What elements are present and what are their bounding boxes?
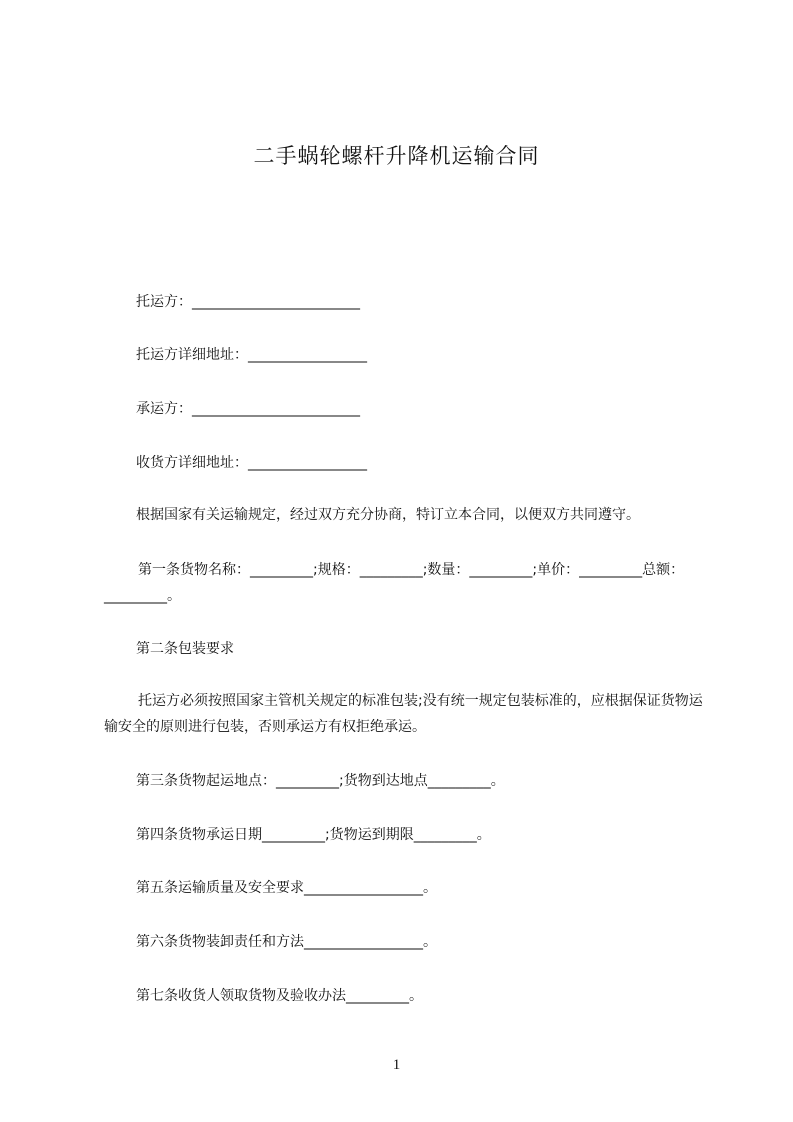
document-title: 二手蜗轮螺杆升降机运输合同: [253, 144, 540, 168]
consignee-address-line: 收货方详细地址：_________________: [136, 455, 367, 471]
article-6-loading: 第六条货物装卸责任和方法_________________。: [136, 934, 437, 950]
intro-paragraph: 根据国家有关运输规定，经过双方充分协商，特订立本合同，以便双方共同遵守。: [136, 507, 640, 523]
shipper-line: 托运方：________________________: [136, 294, 360, 310]
article-4-dates: 第四条货物承运日期_________;货物运到期限_________。: [136, 827, 491, 843]
article-1-goods: 第一条货物名称：_________;规格：_________;数量：_________;单价：_________总额：_________。: [104, 562, 685, 604]
article-2-body: 托运方必须按照国家主管机关规定的标准包装;没有统一规定包装标准的，应根据保证货物运输安全的原则进行包装，否则承运方有权拒绝承运。: [104, 693, 703, 735]
article-2-title: 第二条包装要求: [136, 641, 234, 657]
page-number: 1: [392, 1057, 401, 1073]
shipper-address-line: 托运方详细地址：_________________: [136, 347, 367, 363]
article-5-quality: 第五条运输质量及安全要求_________________。: [136, 880, 437, 896]
article-7-receipt: 第七条收货人领取货物及验收办法_________。: [136, 988, 423, 1004]
carrier-line: 承运方：________________________: [136, 401, 360, 417]
article-3-locations: 第三条货物起运地点：_________;货物到达地点_________。: [136, 773, 505, 789]
